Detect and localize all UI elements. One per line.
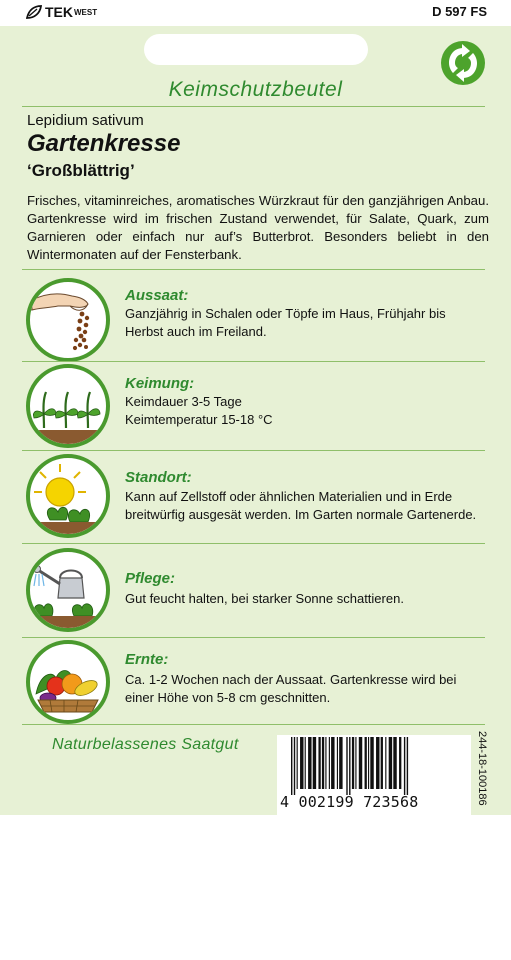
divider	[22, 106, 485, 107]
brand-name: TEK	[45, 4, 73, 20]
plant-name: Gartenkresse	[27, 130, 181, 157]
side-code-text: 244-18-100186	[476, 731, 488, 806]
section-title-ernte: Ernte:	[125, 651, 169, 668]
section-text-keimung: Keimdauer 3-5 Tage Keimtemperatur 15-18 °C	[125, 394, 273, 427]
latin-name: Lepidium sativum	[27, 112, 144, 129]
section-text-pflege: Gut feucht halten, bei starker Sonne schattieren.	[125, 591, 404, 606]
tagline: Naturbelassenes Saatgut	[52, 736, 239, 753]
barcode-bars	[277, 735, 471, 797]
section-text-standort: Kann auf Zellstoff oder ähnlichen Materialien und in Erde breitwürfig ausgesät werden. Im Garten normale Gartenerde.	[125, 489, 477, 522]
section-title-keimung: Keimung:	[125, 375, 195, 392]
harvest-basket-icon	[26, 640, 110, 724]
seedlings-icon	[26, 364, 110, 448]
divider	[22, 543, 485, 544]
divider	[22, 450, 485, 451]
section-title-standort: Standort:	[125, 469, 192, 486]
variety-name: ‘Großblättrig’	[27, 161, 135, 180]
section-text-ernte: Ca. 1-2 Wochen nach der Aussaat. Gartenkresse wird bei einer Höhe von 5-8 cm geschnitten.	[125, 672, 457, 705]
watering-can-icon	[26, 548, 110, 632]
product-code: D 597 FS	[432, 4, 487, 19]
divider	[22, 724, 485, 725]
divider	[22, 269, 485, 270]
sowing-hand-icon	[26, 278, 110, 362]
brand-leaf-icon	[26, 5, 42, 19]
section-title-aussaat: Aussaat:	[125, 287, 189, 304]
sun-plants-icon	[26, 454, 110, 538]
section-text-aussaat: Ganzjährig in Schalen oder Töpfe im Haus, Frühjahr bis Herbst auch im Freiland.	[125, 306, 446, 339]
brand-logo	[26, 4, 97, 20]
subtitle: Keimschutzbeutel	[168, 78, 343, 101]
brand-sub: WEST	[74, 7, 98, 17]
section-title-pflege: Pflege:	[125, 570, 176, 587]
label-blank-area	[144, 34, 368, 65]
divider	[22, 361, 485, 362]
side-code	[475, 731, 489, 815]
description: Frisches, vitaminreiches, aromatisches Würzkraut für den ganzjährigen Anbau. Gartenkresse wird im frischen Zustand verwendet, für Salate, Quark, zum Garnieren oder einfach nur auf’s Butterbrot. Besonders beliebt in den Wintermonaten auf der Fensterbank.	[27, 193, 489, 262]
divider	[22, 637, 485, 638]
barcode-digits: 4 002199 723568	[280, 793, 419, 811]
